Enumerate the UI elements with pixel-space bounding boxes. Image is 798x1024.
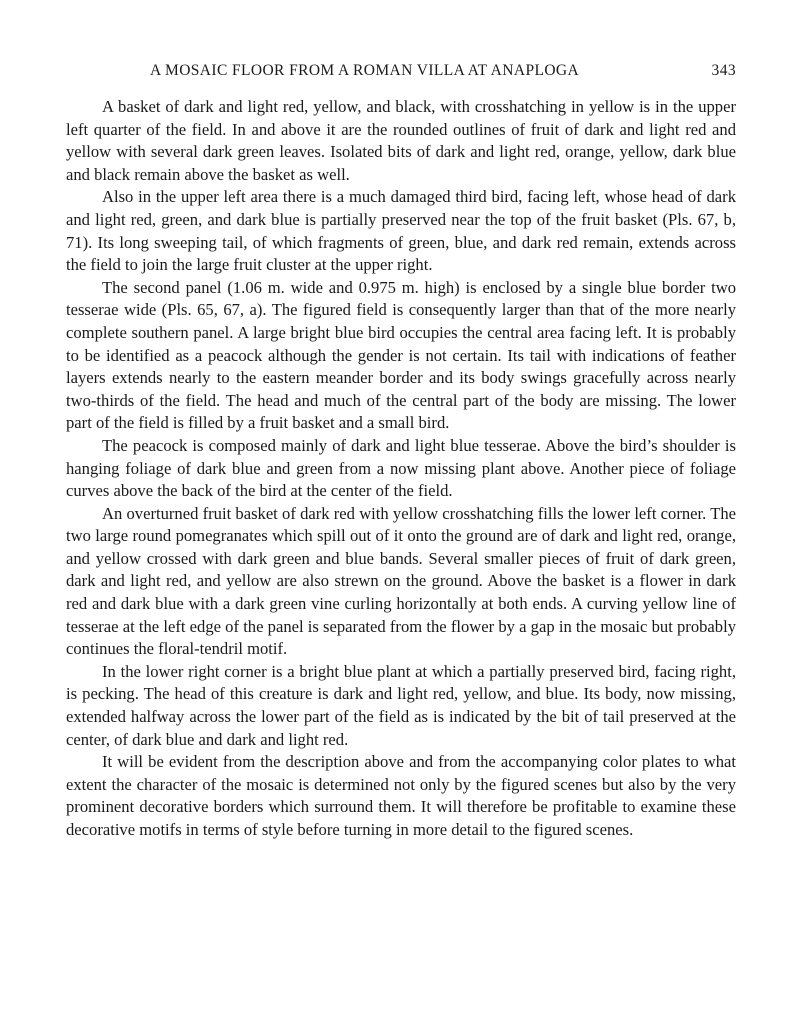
paragraph-decorative-borders: It will be evident from the description above and from the accompanying color plates to what extent the character of the mosaic is determined not only by the figured scenes but also by the very prominent decorative borders which surround them. It will therefore be profitable to examine these decorative motifs in terms of style before turning in more detail to the figured scenes. <box>66 752 736 839</box>
paragraph-third-bird: Also in the upper left area there is a much damaged third bird, facing left, whose head of dark and light red, green, and dark blue is partially preserved near the top of the fruit basket (Pls. 67, b, 71). Its long sweeping tail, of which fragments of green, blue, and dark red remain, extends across the field to join the large fruit cluster at the upper right. <box>66 187 736 275</box>
body-text <box>66 96 736 842</box>
page-number: 343 <box>711 62 736 79</box>
running-title: A MOSAIC FLOOR FROM A ROMAN VILLA AT ANAPLOGA <box>150 62 580 79</box>
paragraph-overturned-basket: An overturned fruit basket of dark red with yellow crosshatching fills the lower left corner. The two large round pomegranates which spill out of it onto the ground are of dark and light red, orange, and yellow crossed with dark green and blue bands. Several smaller pieces of fruit of dark green, dark and light red, and yellow are also strewn on the ground. Above the basket is a flower in dark red and dark blue with a dark green vine curling horizontally at both ends. A curving yellow line of tesserae at the left edge of the panel is separated from the flower by a gap in the mosaic but probably continues the floral-tendril motif. <box>66 503 736 659</box>
page <box>66 60 736 842</box>
paragraph-peacock: The peacock is composed mainly of dark and light blue tesserae. Above the bird’s shoulder is hanging foliage of dark blue and green from a now missing plant above. Another piece of foliage curves above the back of the bird at the center of the field. <box>66 435 736 501</box>
paragraph-second-panel: The second panel (1.06 m. wide and 0.975 m. high) is enclosed by a single blue border two tesserae wide (Pls. 65, 67, a). The figured field is consequently larger than that of the more nearly complete southern panel. A large bright blue bird occupies the central area facing left. It is probably to be identified as a peacock although the gender is not certain. Its tail with indications of feather layers extends nearly to the eastern meander border and its body swings gracefully across nearly two-thirds of the field. The head and much of the central part of the body are missing. The lower part of the field is filled by a fruit basket and a small bird. <box>66 277 736 433</box>
paragraph-lower-right-bird: In the lower right corner is a bright blue plant at which a partially preserved bird, facing right, is pecking. The head of this creature is dark and light red, yellow, and blue. Its body, now missing, extended halfway across the lower part of the field as is indicated by the bit of tail preserved at the center, of dark blue and dark and light red. <box>66 661 736 749</box>
running-head <box>66 60 736 86</box>
paragraph-basket: A basket of dark and light red, yellow, and black, with crosshatching in yellow is in the upper left quarter of the field. In and above it are the rounded outlines of fruit of dark and light red and yellow with several dark green leaves. Isolated bits of dark and light red, orange, yellow, dark blue and black remain above the basket as well. <box>66 97 736 184</box>
